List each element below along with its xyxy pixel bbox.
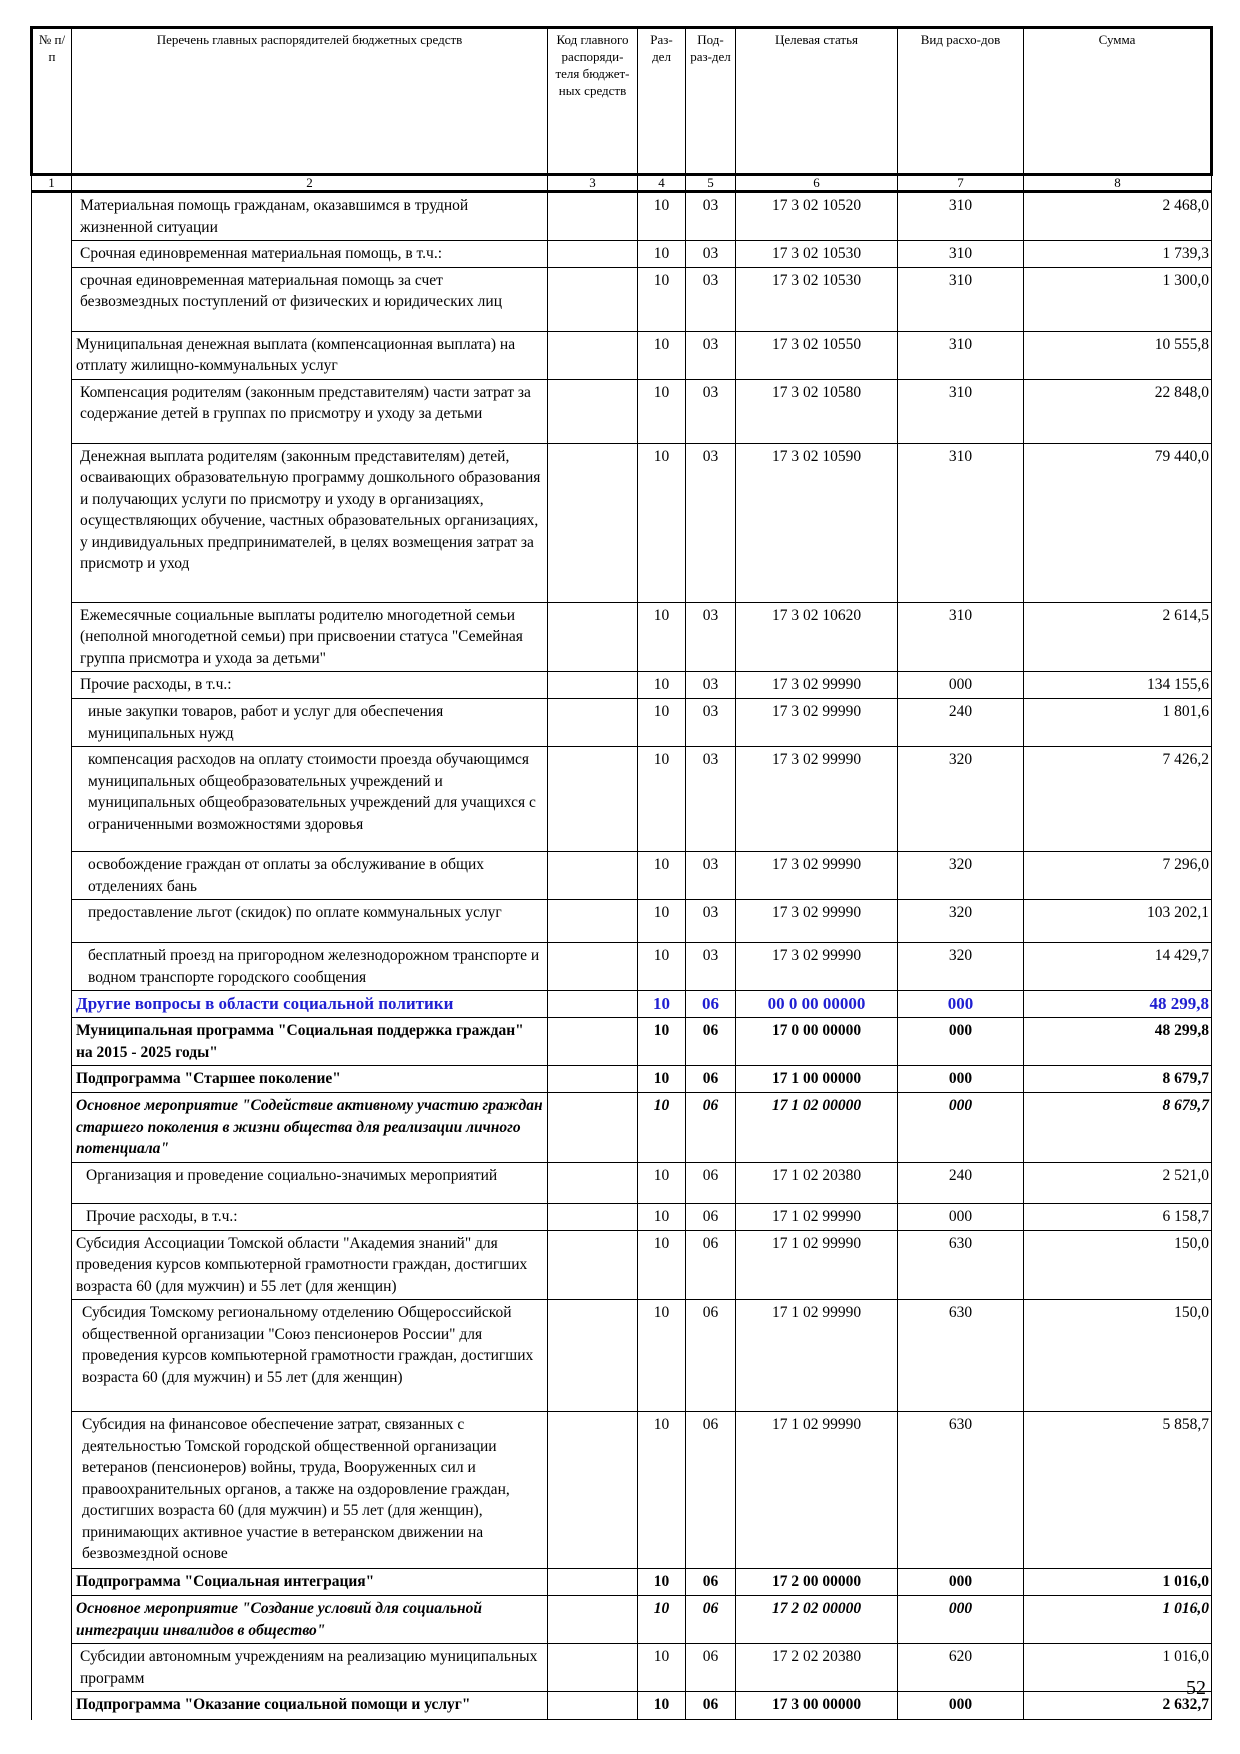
vid-cell: 000 [898,1569,1024,1596]
code-cell [548,672,638,699]
code-cell [548,1203,638,1230]
table-header-row [32,28,1212,175]
header-target: Целевая статья [736,28,898,175]
sum-cell: 48 299,8 [1024,991,1212,1018]
podrazdel-cell: 06 [686,991,736,1018]
podrazdel-cell: 03 [686,602,736,672]
razdel-cell: 10 [638,747,686,852]
row-number-cell [32,443,72,602]
row-name-cell: освобождение граждан от оплаты за обслуживание в общих отделениях бань [72,852,548,900]
target-cell: 17 3 02 99990 [736,672,898,699]
code-cell [548,1644,638,1692]
sum-cell: 1 016,0 [1024,1644,1212,1692]
code-cell [548,1300,638,1412]
table-row [32,943,1212,991]
row-name-cell: Подпрограмма "Социальная интеграция" [72,1569,548,1596]
row-name-cell: Организация и проведение социально-значимых мероприятий [72,1162,548,1203]
code-cell [548,331,638,379]
vid-cell: 000 [898,1692,1024,1720]
podrazdel-cell: 03 [686,943,736,991]
target-cell: 17 2 02 00000 [736,1596,898,1644]
razdel-cell: 10 [638,331,686,379]
podrazdel-cell: 03 [686,443,736,602]
row-name-cell: иные закупки товаров, работ и услуг для обеспечения муниципальных нужд [72,699,548,747]
target-cell: 17 3 02 10530 [736,241,898,268]
razdel-cell: 10 [638,1230,686,1300]
row-name-cell: Основное мероприятие "Создание условий для социальной интеграции инвалидов в общество" [72,1596,548,1644]
row-number-cell [32,1230,72,1300]
vid-cell: 000 [898,672,1024,699]
row-name-cell: Прочие расходы, в т.ч.: [72,672,548,699]
code-cell [548,1230,638,1300]
row-name-cell: Основное мероприятие "Содействие активному участию граждан старшего поколения в жизни общества для реализации личного потенциала" [72,1093,548,1163]
table-row [32,192,1212,241]
vid-cell: 310 [898,379,1024,443]
razdel-cell: 10 [638,1300,686,1412]
sum-cell: 2 468,0 [1024,192,1212,241]
razdel-cell: 10 [638,379,686,443]
table-row [32,900,1212,943]
row-number-cell [32,747,72,852]
sum-cell: 2 521,0 [1024,1162,1212,1203]
row-number-cell [32,852,72,900]
row-name-cell: Муниципальная программа "Социальная поддержка граждан" на 2015 - 2025 годы" [72,1018,548,1066]
sum-cell: 6 158,7 [1024,1203,1212,1230]
table-row [32,1412,1212,1569]
column-number: 6 [736,175,898,192]
table-row [32,1644,1212,1692]
vid-cell: 000 [898,991,1024,1018]
row-name-cell: Срочная единовременная материальная помощь, в т.ч.: [72,241,548,268]
target-cell: 17 2 02 20380 [736,1644,898,1692]
vid-cell: 630 [898,1412,1024,1569]
row-name-cell: бесплатный проезд на пригородном железнодорожном транспорте и водном транспорте городского сообщения [72,943,548,991]
column-number: 2 [72,175,548,192]
column-number: 3 [548,175,638,192]
podrazdel-cell: 03 [686,747,736,852]
row-number-cell [32,1066,72,1093]
row-number-cell [32,1596,72,1644]
code-cell [548,1412,638,1569]
row-number-cell [32,672,72,699]
header-podrazdel: Под-раз-дел [686,28,736,175]
razdel-cell: 10 [638,1412,686,1569]
razdel-cell: 10 [638,192,686,241]
table-row [32,602,1212,672]
row-number-cell [32,192,72,241]
target-cell: 17 2 00 00000 [736,1569,898,1596]
page-number: 52 [1186,1677,1206,1699]
vid-cell: 630 [898,1300,1024,1412]
razdel-cell: 10 [638,943,686,991]
table-row [32,852,1212,900]
sum-cell: 103 202,1 [1024,900,1212,943]
row-name-cell: Подпрограмма "Старшее поколение" [72,1066,548,1093]
razdel-cell: 10 [638,1162,686,1203]
column-number: 1 [32,175,72,192]
podrazdel-cell: 06 [686,1300,736,1412]
sum-cell: 2 614,5 [1024,602,1212,672]
razdel-cell: 10 [638,1596,686,1644]
razdel-cell: 10 [638,602,686,672]
header-name: Перечень главных распорядителей бюджетных средств [72,28,548,175]
header-sum: Сумма [1024,28,1212,175]
sum-cell: 1 300,0 [1024,267,1212,331]
sum-cell: 8 679,7 [1024,1066,1212,1093]
target-cell: 17 3 02 10620 [736,602,898,672]
sum-cell: 1 016,0 [1024,1569,1212,1596]
podrazdel-cell: 06 [686,1093,736,1163]
razdel-cell: 10 [638,1644,686,1692]
sum-cell: 14 429,7 [1024,943,1212,991]
razdel-cell: 10 [638,1018,686,1066]
row-number-cell [32,267,72,331]
table-row [32,1018,1212,1066]
table-row [32,1203,1212,1230]
row-name-cell: Субсидия Томскому региональному отделению Общероссийской общественной организации "Союз пенсионеров России" для проведения курсов компьютерной грамотности граждан, достигших возраста 60 (для мужчин) и 55 лет (для женщин) [72,1300,548,1412]
table-row [32,331,1212,379]
row-number-cell [32,602,72,672]
sum-cell: 22 848,0 [1024,379,1212,443]
target-cell: 17 1 02 99990 [736,1412,898,1569]
target-cell: 17 3 02 99990 [736,852,898,900]
podrazdel-cell: 03 [686,267,736,331]
code-cell [548,943,638,991]
budget-table-sheet [30,26,1210,1720]
razdel-cell: 10 [638,241,686,268]
code-cell [548,991,638,1018]
razdel-cell: 10 [638,1569,686,1596]
sum-cell: 1 016,0 [1024,1596,1212,1644]
target-cell: 17 3 00 00000 [736,1692,898,1720]
target-cell: 17 1 02 99990 [736,1300,898,1412]
razdel-cell: 10 [638,1066,686,1093]
target-cell: 17 3 02 10530 [736,267,898,331]
razdel-cell: 10 [638,852,686,900]
podrazdel-cell: 06 [686,1162,736,1203]
row-number-cell [32,1018,72,1066]
podrazdel-cell: 03 [686,192,736,241]
podrazdel-cell: 03 [686,672,736,699]
vid-cell: 000 [898,1066,1024,1093]
podrazdel-cell: 03 [686,852,736,900]
sum-cell: 7 426,2 [1024,747,1212,852]
row-number-cell [32,1412,72,1569]
row-number-cell [32,331,72,379]
podrazdel-cell: 06 [686,1203,736,1230]
vid-cell: 620 [898,1644,1024,1692]
row-number-cell [32,1569,72,1596]
table-row [32,699,1212,747]
razdel-cell: 10 [638,699,686,747]
row-number-cell [32,379,72,443]
razdel-cell: 10 [638,1692,686,1720]
budget-table [30,26,1213,1720]
target-cell: 17 3 02 99990 [736,699,898,747]
row-number-cell [32,900,72,943]
table-row [32,1230,1212,1300]
table-row [32,1596,1212,1644]
razdel-cell: 10 [638,672,686,699]
sum-cell: 1 801,6 [1024,699,1212,747]
podrazdel-cell: 03 [686,241,736,268]
vid-cell: 000 [898,1093,1024,1163]
podrazdel-cell: 06 [686,1412,736,1569]
vid-cell: 310 [898,443,1024,602]
row-number-cell [32,699,72,747]
code-cell [548,1162,638,1203]
row-number-cell [32,1692,72,1720]
vid-cell: 630 [898,1230,1024,1300]
target-cell: 00 0 00 00000 [736,991,898,1018]
target-cell: 17 3 02 10520 [736,192,898,241]
code-cell [548,443,638,602]
sum-cell: 1 739,3 [1024,241,1212,268]
podrazdel-cell: 06 [686,1692,736,1720]
target-cell: 17 3 02 99990 [736,900,898,943]
podrazdel-cell: 06 [686,1644,736,1692]
row-name-cell: Компенсация родителям (законным представителям) части затрат за содержание детей в группах по присмотру и уходу за детьми [72,379,548,443]
vid-cell: 320 [898,747,1024,852]
table-row [32,991,1212,1018]
header-vid: Вид расхо-дов [898,28,1024,175]
podrazdel-cell: 06 [686,1230,736,1300]
row-name-cell: Подпрограмма "Оказание социальной помощи и услуг" [72,1692,548,1720]
code-cell [548,699,638,747]
header-number: № п/п [32,28,72,175]
column-number: 7 [898,175,1024,192]
row-name-cell: Субсидия на финансовое обеспечение затрат, связанных с деятельностью Томской городской общественной организации ветеранов (пенсионеров) войны, труда, Вооруженных сил и правоохранительных органов, а также на оздоровление граждан, достигших возраста 60 (для мужчин) и 55 лет (для женщин), принимающих активное участие в ветеранском движении на безвозмездной основе [72,1412,548,1569]
code-cell [548,1596,638,1644]
table-row [32,1300,1212,1412]
code-cell [548,852,638,900]
column-number: 8 [1024,175,1212,192]
row-name-cell: Прочие расходы, в т.ч.: [72,1203,548,1230]
target-cell: 17 0 00 00000 [736,1018,898,1066]
code-cell [548,747,638,852]
row-name-cell: Ежемесячные социальные выплаты родителю многодетной семьи (неполной многодетной семьи) при присвоении статуса "Семейная группа присмотра и ухода за детьми" [72,602,548,672]
column-number-row [32,175,1212,192]
row-number-cell [32,943,72,991]
code-cell [548,1018,638,1066]
code-cell [548,1692,638,1720]
table-row [32,1692,1212,1720]
row-number-cell [32,1162,72,1203]
code-cell [548,379,638,443]
vid-cell: 240 [898,699,1024,747]
table-row [32,1569,1212,1596]
row-name-cell: Субсидия Ассоциации Томской области "Академия знаний" для проведения курсов компьютерной грамотности граждан, достигших возраста 60 (для мужчин) и 55 лет (для женщин) [72,1230,548,1300]
vid-cell: 000 [898,1596,1024,1644]
target-cell: 17 1 02 20380 [736,1162,898,1203]
row-name-cell: компенсация расходов на оплату стоимости проезда обучающимся муниципальных общеобразовательных учреждений и муниципальных общеобразовательных учреждений для учащихся с ограниченными возможностями здоровья [72,747,548,852]
sum-cell: 150,0 [1024,1230,1212,1300]
sum-cell: 2 632,7 [1024,1692,1212,1720]
sum-cell: 134 155,6 [1024,672,1212,699]
target-cell: 17 1 02 99990 [736,1203,898,1230]
code-cell [548,241,638,268]
podrazdel-cell: 03 [686,379,736,443]
target-cell: 17 1 02 99990 [736,1230,898,1300]
row-number-cell [32,1093,72,1163]
vid-cell: 000 [898,1203,1024,1230]
razdel-cell: 10 [638,267,686,331]
target-cell: 17 3 02 10590 [736,443,898,602]
row-name-cell: Муниципальная денежная выплата (компенсационная выплата) на отплату жилищно-коммунальных услуг [72,331,548,379]
code-cell [548,602,638,672]
vid-cell: 310 [898,267,1024,331]
code-cell [548,192,638,241]
row-number-cell [32,241,72,268]
column-number: 4 [638,175,686,192]
row-number-cell [32,1644,72,1692]
table-row [32,1162,1212,1203]
sum-cell: 5 858,7 [1024,1412,1212,1569]
row-number-cell [32,991,72,1018]
target-cell: 17 3 02 99990 [736,943,898,991]
row-number-cell [32,1300,72,1412]
target-cell: 17 1 02 00000 [736,1093,898,1163]
code-cell [548,900,638,943]
vid-cell: 310 [898,331,1024,379]
sum-cell: 48 299,8 [1024,1018,1212,1066]
vid-cell: 310 [898,192,1024,241]
podrazdel-cell: 06 [686,1018,736,1066]
table-row [32,379,1212,443]
row-name-cell: Субсидии автономным учреждениям на реализацию муниципальных программ [72,1644,548,1692]
header-code: Код главного распоряди-теля бюджет-ных средств [548,28,638,175]
row-name-cell: Денежная выплата родителям (законным представителям) детей, осваивающих образовательную программу дошкольного образования и получающих услуги по присмотру и уходу в организациях, осуществляющих обучение, частных образовательных организациях, у индивидуальных предпринимателей, в целях возмещения затрат за присмотр и уход [72,443,548,602]
target-cell: 17 3 02 99990 [736,747,898,852]
table-row [32,1066,1212,1093]
sum-cell: 8 679,7 [1024,1093,1212,1163]
razdel-cell: 10 [638,1093,686,1163]
code-cell [548,1066,638,1093]
table-row [32,267,1212,331]
header-razdel: Раз-дел [638,28,686,175]
vid-cell: 000 [898,1018,1024,1066]
podrazdel-cell: 06 [686,1569,736,1596]
podrazdel-cell: 03 [686,699,736,747]
code-cell [548,1093,638,1163]
target-cell: 17 3 02 10580 [736,379,898,443]
vid-cell: 240 [898,1162,1024,1203]
podrazdel-cell: 03 [686,331,736,379]
table-row [32,241,1212,268]
row-name-cell: предоставление льгот (скидок) по оплате коммунальных услуг [72,900,548,943]
sum-cell: 10 555,8 [1024,331,1212,379]
vid-cell: 320 [898,852,1024,900]
vid-cell: 310 [898,241,1024,268]
row-number-cell [32,1203,72,1230]
vid-cell: 310 [898,602,1024,672]
row-name-cell: Материальная помощь гражданам, оказавшимся в трудной жизненной ситуации [72,192,548,241]
razdel-cell: 10 [638,1203,686,1230]
column-number: 5 [686,175,736,192]
code-cell [548,267,638,331]
podrazdel-cell: 03 [686,900,736,943]
table-row [32,1093,1212,1163]
table-row [32,747,1212,852]
vid-cell: 320 [898,943,1024,991]
row-name-cell: Другие вопросы в области социальной политики [72,991,548,1018]
table-row [32,672,1212,699]
target-cell: 17 1 00 00000 [736,1066,898,1093]
razdel-cell: 10 [638,991,686,1018]
table-row [32,443,1212,602]
razdel-cell: 10 [638,443,686,602]
sum-cell: 150,0 [1024,1300,1212,1412]
row-name-cell: срочная единовременная материальная помощь за счет безвозмездных поступлений от физических и юридических лиц [72,267,548,331]
razdel-cell: 10 [638,900,686,943]
podrazdel-cell: 06 [686,1596,736,1644]
code-cell [548,1569,638,1596]
sum-cell: 79 440,0 [1024,443,1212,602]
target-cell: 17 3 02 10550 [736,331,898,379]
podrazdel-cell: 06 [686,1066,736,1093]
sum-cell: 7 296,0 [1024,852,1212,900]
vid-cell: 320 [898,900,1024,943]
